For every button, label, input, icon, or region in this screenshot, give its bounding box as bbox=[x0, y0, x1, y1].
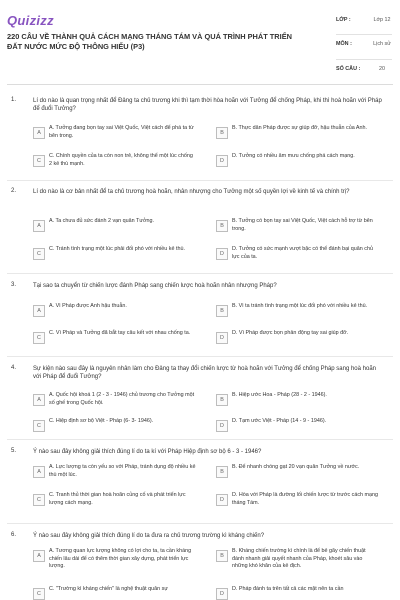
question-number: 2. bbox=[11, 188, 17, 194]
option-b[interactable] bbox=[216, 392, 379, 412]
option-letter: A bbox=[33, 220, 45, 232]
option-b[interactable] bbox=[216, 218, 379, 238]
option-letter: A bbox=[33, 394, 45, 406]
count-value: 20 bbox=[379, 66, 385, 72]
option-a[interactable] bbox=[33, 548, 196, 578]
option-text: B. Hiệp ước Hoa - Pháp (28 - 2 - 1946). bbox=[232, 392, 327, 398]
option-letter: C bbox=[33, 588, 45, 600]
question-number: 6. bbox=[11, 532, 17, 538]
option-text: A. Tương quan lực lượng không có lợi cho ta, ta cần kháng chiến lâu dài để có thêm thời gian xây dựng, phát triển lực lượng. bbox=[49, 548, 192, 569]
question-number: 4. bbox=[11, 365, 17, 371]
option-letter: B bbox=[216, 127, 228, 139]
option-text: C. Chính quyền của ta còn non trẻ, không thể một lúc chống 2 kẻ thù mạnh. bbox=[49, 153, 193, 167]
option-text: A. Ta chưa đủ sức đánh 2 vạn quân Tưởng. bbox=[49, 218, 154, 224]
option-text: B. Vì ta tránh tình trạng một lúc đối phó với nhiều kẻ thù. bbox=[232, 303, 368, 309]
option-b[interactable] bbox=[216, 548, 379, 578]
option-text: B. Thực dân Pháp được sự giúp đỡ, hậu thuẫn của Anh. bbox=[232, 125, 367, 131]
question-divider bbox=[7, 180, 393, 181]
option-text: C. "Trường kì kháng chiến" là nghệ thuật quân sự bbox=[49, 586, 168, 592]
option-letter: A bbox=[33, 305, 45, 317]
subject-value: Lịch sử bbox=[373, 41, 391, 47]
option-text: C. Tránh tình trạng một lúc phải đối phó với nhiều kẻ thù. bbox=[49, 246, 185, 252]
option-c[interactable] bbox=[33, 586, 196, 600]
option-letter: C bbox=[33, 420, 45, 432]
header-divider bbox=[7, 84, 393, 85]
question-text: Sự kiện nào sau đây là nguyên nhân làm cho Đảng ta thay đổi chiến lược từ hoà hoãn với Tưởng để chống Pháp sang hoà hoãn với Pháp để đuổi Tưởng? bbox=[33, 366, 376, 380]
option-letter: B bbox=[216, 394, 228, 406]
class-value: Lớp 12 bbox=[373, 17, 391, 23]
question-text: Lí do nào là quan trọng nhất để Đảng ta chủ trương khi thì tạm thời hòa hoãn với Tưởng để chống Pháp, khi thì hoà hoãn với Pháp để đuổi Tưởng? bbox=[33, 98, 382, 112]
option-letter: B bbox=[216, 305, 228, 317]
option-text: D. Vì Pháp được bọn phản động tay sai giúp đỡ. bbox=[232, 330, 349, 336]
option-letter: A bbox=[33, 127, 45, 139]
option-d[interactable] bbox=[216, 586, 379, 600]
option-text: D. Tạm ước Việt - Pháp (14 - 9 - 1946). bbox=[232, 418, 327, 424]
option-letter: D bbox=[216, 494, 228, 506]
option-d[interactable] bbox=[216, 246, 379, 266]
worksheet-title: 220 CÂU VỀ THÀNH QUẢ CÁCH MẠNG THÁNG TÁM VÀ QUÁ TRÌNH PHÁT TRIỂN ĐẤT NƯỚC MỨC ĐỘ THÔNG HIỂU (P3) bbox=[7, 32, 292, 51]
option-letter: D bbox=[216, 155, 228, 167]
option-text: A. Vì Pháp được Anh hậu thuẫn. bbox=[49, 303, 127, 309]
option-text: D. Hòa với Pháp là đường lối chiến lược từ trước cách mạng tháng Tám. bbox=[232, 492, 379, 506]
question-text: Ý nào sau đây không giải thích đúng lí do ta đưa ra chủ trương trường kì kháng chiến? bbox=[33, 533, 265, 539]
option-letter: D bbox=[216, 332, 228, 344]
count-label: SỐ CÂU : bbox=[336, 66, 361, 72]
option-text: C. Tranh thủ thời gian hoà hoãn củng cố và phát triển lực lượng cách mạng. bbox=[49, 492, 186, 506]
option-text: D. Tưởng có nhiều âm mưu chống phá cách mạng. bbox=[232, 153, 355, 159]
option-d[interactable] bbox=[216, 418, 379, 438]
option-c[interactable] bbox=[33, 246, 196, 266]
question-divider bbox=[7, 356, 393, 357]
subject-label: MÔN : bbox=[336, 41, 352, 47]
option-a[interactable] bbox=[33, 218, 196, 238]
option-letter: B bbox=[216, 220, 228, 232]
option-text: B. Để nhanh chóng gạt 20 vạn quân Tưởng về nước. bbox=[232, 464, 360, 470]
option-text: A. Lực lượng ta còn yếu so với Pháp, tránh dụng độ nhiều kẻ thù một lúc. bbox=[49, 464, 196, 478]
option-c[interactable] bbox=[33, 492, 196, 512]
option-letter: B bbox=[216, 550, 228, 562]
option-d[interactable] bbox=[216, 492, 379, 512]
option-a[interactable] bbox=[33, 125, 196, 145]
option-b[interactable] bbox=[216, 303, 379, 323]
option-text: D. Tưởng có sức mạnh vượt bậc có thể đánh bại quân chủ lực của ta. bbox=[232, 246, 373, 260]
option-text: A. Tưởng đang bọn tay sai Việt Quốc, Việt cách để phá ta từ bên trong. bbox=[49, 125, 194, 139]
question-divider bbox=[7, 439, 393, 440]
option-letter: A bbox=[33, 466, 45, 478]
option-letter: A bbox=[33, 550, 45, 562]
option-letter: B bbox=[216, 466, 228, 478]
question-number: 5. bbox=[11, 448, 17, 454]
option-d[interactable] bbox=[216, 330, 379, 350]
question-divider bbox=[7, 273, 393, 274]
option-letter: C bbox=[33, 494, 45, 506]
option-b[interactable] bbox=[216, 125, 379, 145]
quizizz-logo: Quizizz bbox=[7, 13, 54, 28]
question-divider bbox=[7, 523, 393, 524]
option-c[interactable] bbox=[33, 418, 196, 438]
worksheet-header bbox=[0, 0, 400, 84]
option-letter: D bbox=[216, 248, 228, 260]
option-letter: C bbox=[33, 332, 45, 344]
option-c[interactable] bbox=[33, 330, 196, 350]
option-text: A. Quốc hội khoá 1 (2 - 3 - 1946) chủ trương cho Tưởng một số ghế trong Quốc hội. bbox=[49, 392, 195, 406]
option-a[interactable] bbox=[33, 303, 196, 323]
question-number: 3. bbox=[11, 282, 17, 288]
question-number: 1. bbox=[11, 97, 17, 103]
option-text: D. Pháp đánh ta trên tất cả các mặt nên ta cần bbox=[232, 586, 344, 592]
option-text: C. Hiệp định sơ bộ Việt - Pháp (6- 3- 1946). bbox=[49, 418, 154, 424]
class-divider bbox=[336, 34, 392, 35]
subject-divider bbox=[336, 59, 392, 60]
option-letter: C bbox=[33, 248, 45, 260]
option-a[interactable] bbox=[33, 392, 196, 412]
option-b[interactable] bbox=[216, 464, 379, 484]
option-text: C. Vì Pháp và Tưởng đã bắt tay câu kết với nhau chống ta. bbox=[49, 330, 191, 336]
option-a[interactable] bbox=[33, 464, 196, 484]
option-text: B. Tưởng có bọn tay sai Việt Quốc, Việt cách hỗ trợ từ bên trong. bbox=[232, 218, 373, 232]
question-text: Lí do nào là cơ bản nhất để ta chủ trương hoà hoãn, nhân nhượng cho Tưởng một số quyền lợi về kinh tế và chính trị? bbox=[33, 189, 350, 195]
option-d[interactable] bbox=[216, 153, 379, 173]
option-letter: D bbox=[216, 588, 228, 600]
option-c[interactable] bbox=[33, 153, 196, 173]
question-text: Tại sao ta chuyển từ chiến lược đánh Pháp sang chiến lược hoà hoãn nhân nhượng Pháp? bbox=[33, 283, 277, 289]
question-text: Ý nào sau đây không giải thích đúng lí do ta kí với Pháp Hiệp định sơ bộ 6 - 3 - 1946? bbox=[33, 449, 262, 455]
option-letter: C bbox=[33, 155, 45, 167]
class-label: LỚP : bbox=[336, 17, 351, 23]
option-letter: D bbox=[216, 420, 228, 432]
option-text: B. Kháng chiến trường kì chính là để bẻ gãy chiến thuật đánh nhanh giải quyết nhanh của Pháp, khoét sâu vào những khó khăn của kẻ địch. bbox=[232, 548, 366, 569]
